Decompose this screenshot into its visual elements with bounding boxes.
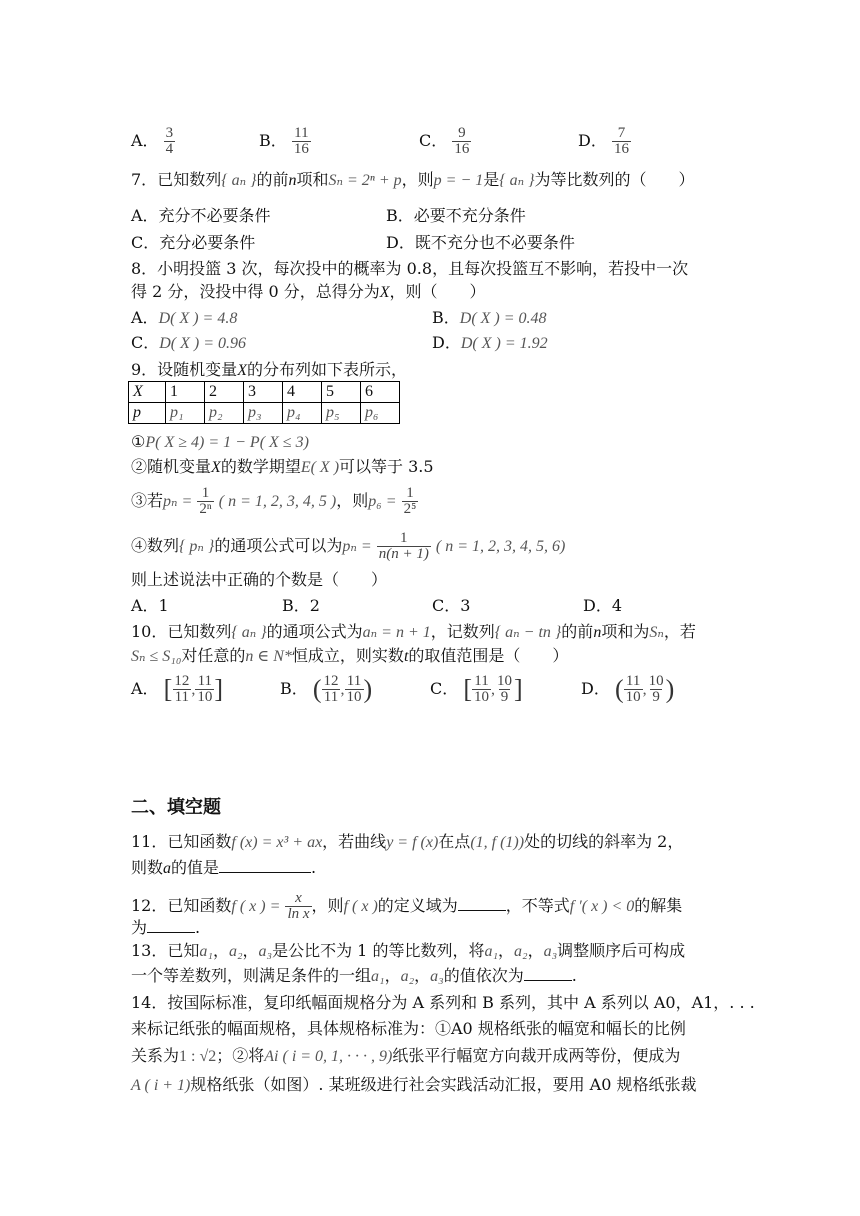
numerator: 3 [165,125,174,141]
denominator: 16 [454,141,470,157]
math: Sₙ = 2ⁿ + p [328,172,402,189]
text: 为等比数列的（ ） [534,170,695,189]
bracket: ] [514,674,523,704]
text: ，记数列 [430,622,495,641]
text: ，不等式 [505,896,570,915]
text: 是 [483,170,500,189]
q6-option-d [578,126,631,157]
math: ( n = 1, 2, 3, 4, 5, 6) [435,538,566,555]
q9-statement-3 [131,486,418,517]
denominator: 10 [346,689,362,705]
fraction [472,674,491,705]
numerator: 11 [294,125,309,141]
q7-stem [131,170,695,190]
math: a₁ [484,943,499,960]
q8-option-d [432,333,548,353]
q8-option-a [131,308,237,328]
q7-option-a: A．充分不必要条件 [131,206,271,225]
table-cell: 2 [205,382,244,403]
q7-option-b: B．必要不充分条件 [386,206,526,225]
option-label: B． [280,679,308,698]
option-label: D． [432,333,461,352]
q10-option-d: D． ( $\frac{11}{10}$ , $\frac{10}{9}$ ) [581,673,675,705]
text: 纸张平行幅宽方向裁开成两等份，便成为 [392,1046,681,1065]
denominator: 10 [625,689,641,705]
q8-stem-line2 [131,282,486,302]
numerator: 7 [617,125,626,141]
text: ， [527,941,544,960]
text: 的数学期望 [220,457,301,476]
text: 9．设随机变量 [131,360,238,379]
math: n ∈ N* [245,648,292,665]
table-cell: 1 [166,382,205,403]
text: 数列 [147,536,180,555]
fraction [345,674,364,705]
option-label: C． [419,131,448,150]
math: a₃ [430,968,444,985]
text: 是公比不为 1 的等比数列，将 [272,941,485,960]
text: . [195,918,201,937]
denominator: 16 [293,141,309,157]
text: ，则 [336,491,369,510]
q7-option-d: D．既不充分也不必要条件 [386,233,575,252]
table-cell: p₂ [205,403,244,424]
math: (1, f (1)) [470,834,525,851]
q11-stem-line1 [131,832,683,852]
text: 得 2 分，没投中得 0 分，总得分为 [131,282,380,301]
text: ，则（ ） [389,282,486,301]
text: 的前 [256,170,289,189]
numerator: 10 [497,673,513,689]
math: n [288,172,297,189]
text: 规格纸张（如图）. 某班级进行社会实践活动汇报，要用 A0 规格纸张裁 [190,1075,697,1094]
q14-stem-line2: 来标记纸张的幅面规格，具体规格标准为：①A0 规格纸张的幅宽和幅长的比例 [131,1019,686,1038]
math: ( n = 1, 2, 3, 4, 5 ) [218,493,337,510]
option-label: A． [131,308,159,327]
fraction [377,531,431,562]
answer-blank[interactable] [147,920,195,933]
q11-stem-line2 [131,858,316,878]
option-label: D． [581,679,610,698]
q10-option-a: A． [ $\frac{12}{11}$ , $\frac{11}{10}$ ] [131,673,223,705]
q14-stem-line4 [131,1075,696,1095]
question-number: 7． [131,170,158,189]
q13-stem-line2 [131,966,577,986]
numerator: 12 [174,673,190,689]
fraction [495,674,514,705]
text: ，则 [401,170,434,189]
option-label: A． [131,131,159,150]
text: ， [498,941,515,960]
q6-option-a [131,126,175,157]
q10-option-c: C． [ $\frac{11}{10}$ , $\frac{10}{9}$ ] [430,673,523,705]
text: ， [384,966,401,985]
text: 的值依次为 [443,966,524,985]
math: p₆ = [368,493,397,510]
text: 11．已知函数 [131,832,232,851]
option-label: B． [259,131,287,150]
text: ，若 [663,622,696,641]
q8-option-c [131,333,246,353]
text: 处的切线的斜率为 2， [524,832,684,851]
math: D( X ) = 4.8 [158,310,238,327]
text: 恒成立，则实数 [291,646,404,665]
text: . [311,858,317,877]
q7-option-c: C．充分必要条件 [131,233,256,252]
text: 一个等差数列，则满足条件的一组 [131,966,372,985]
math: X [237,362,247,379]
option-label: C． [430,679,459,698]
math: a₂ [400,968,415,985]
math: pₙ = [342,538,372,555]
fraction [612,126,631,157]
numerator: 9 [458,125,466,141]
bracket: ) [363,674,373,704]
math: Ai ( i = 0, 1, · · · , 9) [264,1048,393,1065]
denominator: 2⁵ [403,501,417,517]
math: a₃ [543,943,558,960]
distribution-table [128,381,400,424]
math: X [211,459,221,476]
math: pₙ = [163,493,193,510]
table-cell: p₃ [244,403,283,424]
text: 10．已知数列 [131,622,232,641]
numerator: 10 [648,673,664,689]
math: n [593,624,602,641]
q9-option-d: D．4 [583,596,623,615]
fraction [172,674,191,705]
bracket: ) [665,674,675,704]
text: 12．已知函数 [131,896,232,915]
option-label: C． [131,333,160,352]
q6-option-b [259,126,311,157]
table-cell: p₅ [322,403,361,424]
bracket: ] [214,674,223,704]
math: f ( x ) = [231,898,281,915]
math: { aₙ } [499,172,535,189]
math: { aₙ } [231,624,267,641]
fraction [452,126,471,157]
text: ，若曲线 [322,832,387,851]
q14-stem-line3 [131,1046,680,1066]
denominator: 9 [500,689,509,705]
math: { pₙ } [179,538,215,555]
fraction [624,674,643,705]
text: ， [242,941,259,960]
denominator: 16 [613,141,629,157]
q14-stem-line1: 14．按国际标准，复印纸幅面规格分为 A 系列和 B 系列，其中 A 系列以 A0，A1，. . . [131,993,755,1012]
bracket: ( [614,674,624,704]
text: ， [212,941,229,960]
table-cell: p₁ [166,403,205,424]
math: 1 : √2 [179,1048,217,1065]
q6-option-c [419,126,471,157]
fraction [197,486,213,517]
numerator: 11 [346,673,362,689]
circled-number: ④ [131,536,148,555]
numerator: 1 [406,485,414,501]
text: 的通项公式可以为 [214,536,343,555]
math: a [163,860,172,877]
bracket: ( [312,674,322,704]
numerator: 12 [323,673,339,689]
text: 则数 [131,858,164,877]
q10-stem-line2 [131,646,568,666]
numerator: 1 [201,485,210,501]
denominator: 10 [197,689,213,705]
text: ， [414,966,431,985]
denominator: 10 [474,689,490,705]
q13-stem-line1 [131,941,685,961]
text: . [571,966,577,985]
denominator: 11 [174,689,190,705]
fraction [322,674,341,705]
denominator: 4 [165,141,174,157]
bracket: [ [163,674,173,704]
math: a₂ [228,943,243,960]
fraction [647,674,666,705]
math: aₙ = n + 1 [362,624,431,641]
numerator: x [295,890,302,906]
math: E( X ) [300,459,340,476]
q9-statement-1 [131,432,309,452]
math: A ( i + 1) [131,1077,191,1094]
q12-stem-line1 [131,891,682,922]
text: 的值是 [171,858,220,877]
denominator: 9 [652,689,660,705]
text: 为 [131,918,148,937]
math: Sₙ ≤ S₁₀ [131,648,182,665]
math: { aₙ } [221,172,257,189]
math: a₁ [199,943,213,960]
answer-blank[interactable] [524,968,572,981]
q12-stem-line2 [131,918,200,937]
text: 若 [147,491,164,510]
fraction [195,674,214,705]
fraction [292,126,311,157]
table-cell: 6 [361,382,400,403]
option-label: D． [578,131,607,150]
math: X [379,284,390,301]
text: 对任意的 [181,646,246,665]
option-label: B． [432,308,460,327]
table-cell: X [129,382,166,403]
q9-statement-2 [131,457,434,477]
table-row [129,382,400,403]
numerator: 11 [625,673,641,689]
math: f (x) = x³ + ax [231,834,323,851]
math: f ′( x ) < 0 [569,898,635,915]
table-row [129,403,400,424]
q9-option-b: B．2 [282,596,320,615]
table-cell: p₄ [283,403,322,424]
table-cell: 5 [322,382,361,403]
text: ，则 [311,896,344,915]
text: 调整顺序后可构成 [557,941,686,960]
fraction [402,486,419,517]
text: 的定义域为 [377,896,458,915]
denominator: 11 [323,689,339,705]
q10-option-b: B． ( $\frac{12}{11}$ , $\frac{11}{10}$ ) [280,673,373,705]
option-label: A． [131,679,159,698]
fraction [164,126,176,157]
q10-stem-line1 [131,622,696,642]
text: 项和 [296,170,329,189]
section-title: 二、填空题 [131,797,221,818]
table-cell: 3 [244,382,283,403]
q8-stem-line1: 8．小明投篮 3 次，每次投中的概率为 0.8，且每次投篮互不影响，若投中一次 [131,259,689,278]
math: D( X ) = 0.48 [459,310,547,327]
denominator: ln x [287,906,310,922]
text: 的分布列如下表所示， [246,360,407,379]
math: Sₙ [649,624,664,641]
answer-blank[interactable] [458,898,506,911]
numerator: 1 [400,530,408,546]
denominator: n(n + 1) [378,546,429,562]
text: 在点 [438,832,471,851]
text: 项和为 [601,622,650,641]
math: P( X ≥ 4) = 1 − P( X ≤ 3) [145,434,309,451]
math: a₂ [514,943,528,960]
circled-number: ② [131,457,148,476]
text: 的解集 [634,896,683,915]
math: a₁ [371,968,385,985]
math: a₃ [258,943,273,960]
q9-stem [131,360,407,380]
numerator: 11 [474,673,489,689]
numerator: 11 [197,673,213,689]
math: p = − 1 [433,172,484,189]
text: 13．已知 [131,941,200,960]
q9-option-c: C．3 [432,596,471,615]
text: 的前 [561,622,594,641]
text: ；②将 [216,1046,265,1065]
math: D( X ) = 1.92 [460,335,548,352]
math: t [403,648,409,665]
circled-number: ③ [131,491,148,510]
fraction [285,891,311,922]
text: 已知数列 [157,170,222,189]
math: { aₙ − tn } [494,624,562,641]
answer-blank[interactable] [219,860,311,873]
q8-option-b [432,308,547,328]
bracket: [ [463,674,473,704]
q9-statement-4 [131,531,565,562]
text: 的取值范围是（ ） [408,646,569,665]
q9-option-a: A．1 [131,596,169,615]
table-cell: 4 [283,382,322,403]
q9-question: 则上述说法中正确的个数是（ ） [131,570,388,589]
math: y = f (x) [386,834,439,851]
circled-number: ① [131,432,146,451]
text: 的通项公式为 [266,622,363,641]
text: 可以等于 3.5 [339,457,434,476]
table-cell: p [129,403,166,424]
math: f ( x ) [343,898,378,915]
text: 关系为 [131,1046,180,1065]
denominator: 2ⁿ [199,501,212,517]
table-cell: p₆ [361,403,400,424]
math: D( X ) = 0.96 [159,335,247,352]
text: 随机变量 [147,457,212,476]
